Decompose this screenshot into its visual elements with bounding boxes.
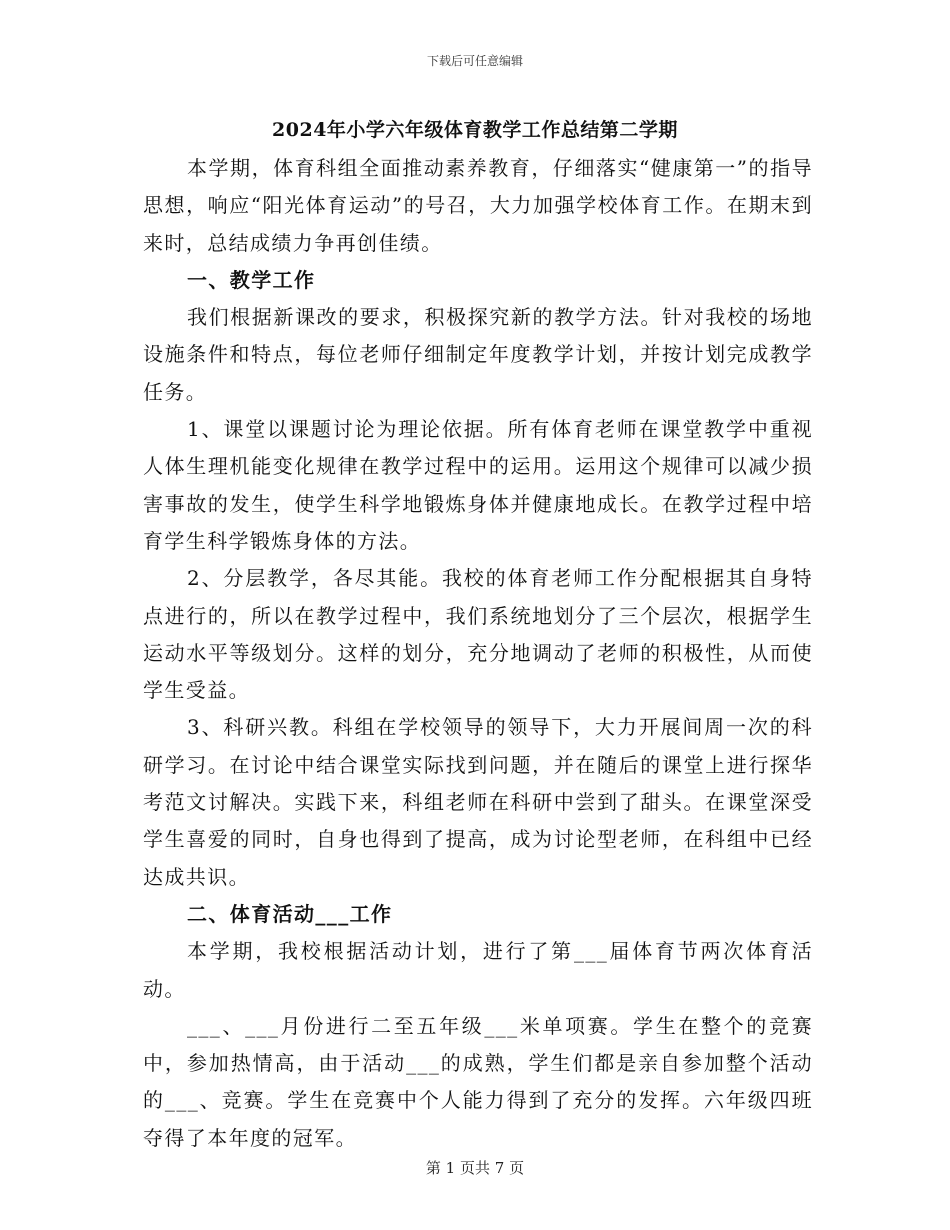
paragraph-intro: 本学期，体育科组全面推动素养教育，仔细落实“健康第一”的指导思想，响应“阳光体育运动”的号召，大力加强学校体育工作。在期末到来时，总结成绩力争再创佳绩。 xyxy=(143,156,813,255)
section-heading-teaching: 一、教学工作 xyxy=(187,267,316,292)
document-title: 2024年小学六年级体育教学工作总结第二学期 xyxy=(272,119,678,141)
paragraph-teaching-methods: 我们根据新课改的要求，积极探究新的教学方法。针对我校的场地设施条件和特点，每位老师仔细制定年度教学计划，并按计划完成教学任务。 xyxy=(143,305,813,404)
document-body xyxy=(143,150,813,1157)
paragraph-activities-detail: ___、___月份进行二至五年级___米单项赛。学生在整个的竞赛中，参加热情高，由于活动___的成熟，学生们都是亲自参加整个活动的___、竞赛。学生在竞赛中个人能力得到了充分的发挥。六年级四班夺得了本年度的冠军。 xyxy=(143,1013,813,1150)
paragraph-point-1: 1、课堂以课题讨论为理论依据。所有体育老师在课堂教学中重视人体生理机能变化规律在教学过程中的运用。运用这个规律可以减少损害事故的发生，使学生科学地锻炼身体并健康地成长。在教学过程中培育学生科学锻炼身体的方法。 xyxy=(143,417,813,553)
paragraph-point-2: 2、分层教学，各尽其能。我校的体育老师工作分配根据其自身特点进行的，所以在教学过程中，我们系统地划分了三个层次，根据学生运动水平等级划分。这样的划分，充分地调动了老师的积极性，从而使学生受益。 xyxy=(143,566,813,703)
page-footer: 第 1 页共 7 页 xyxy=(425,1159,525,1177)
section-heading-activities: 二、体育活动___工作 xyxy=(187,901,393,926)
page-header: 下载后可任意编辑 xyxy=(426,54,523,68)
paragraph-activities-intro: 本学期，我校根据活动计划，进行了第___届体育节两次体育活动。 xyxy=(143,939,813,1001)
paragraph-point-3: 3、科研兴教。科组在学校领导的领导下，大力开展间周一次的科研学习。在讨论中结合课堂实际找到问题，并在随后的课堂上进行探华考范文讨解决。实践下来，科组老师在科研中尝到了甜头。在课堂深受学生喜爱的同时，自身也得到了提高，成为讨论型老师，在科组中已经达成共识。 xyxy=(143,715,813,889)
